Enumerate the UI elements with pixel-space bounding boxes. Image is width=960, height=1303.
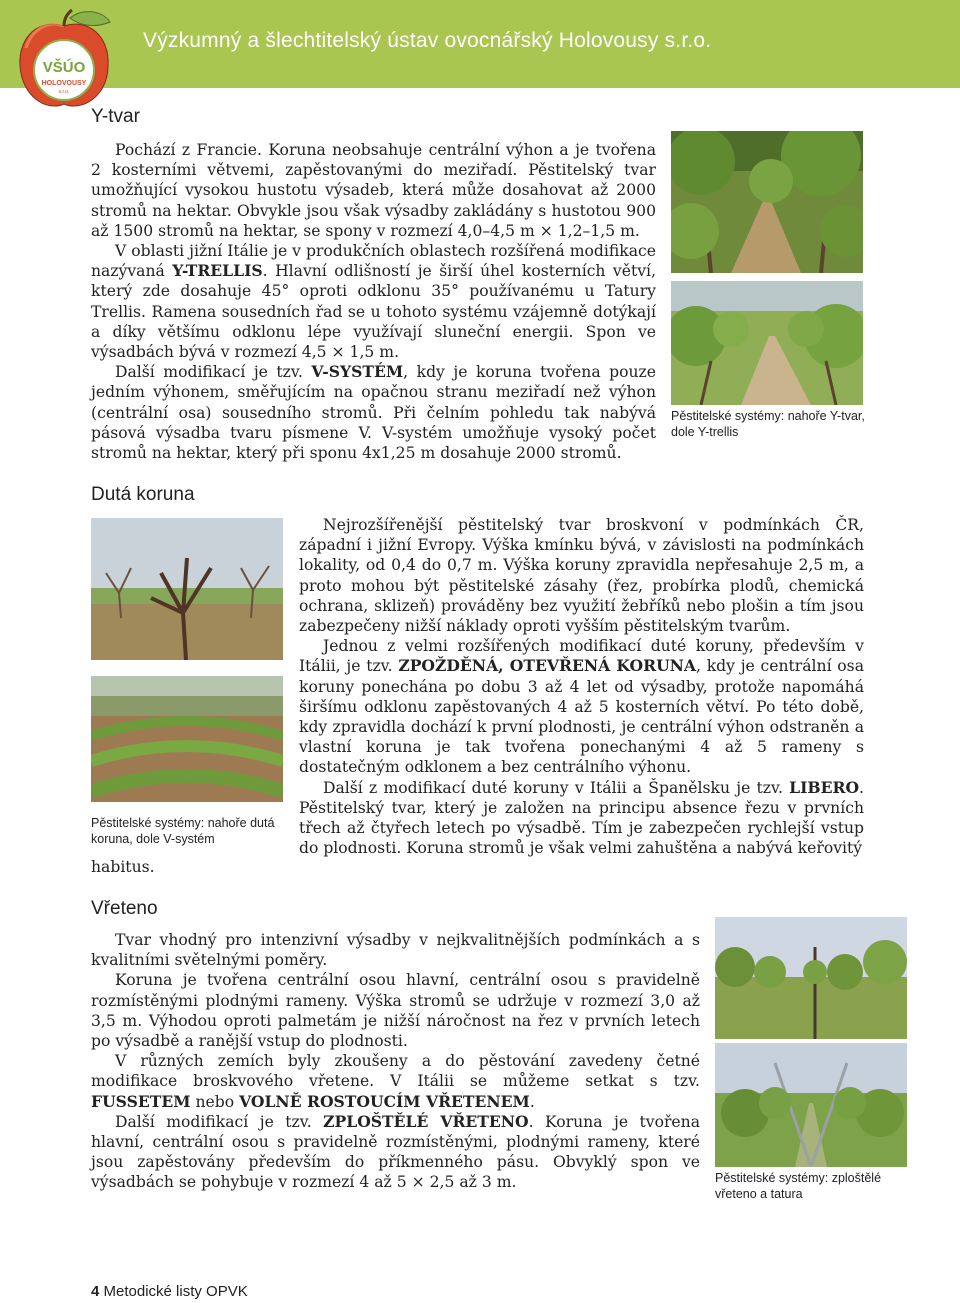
svg-text:VŠÚO: VŠÚO [42,59,86,76]
vreteno-paragraph-2: Koruna je tvořena centrální osou hlavní, centrální osou s pravidelně rozmístěnými plodnými rameny. Výška stromů se udržuje v rozmezí 3,0 až 3,5 m. Výhodou oproti palmetám je nižší náročnost na řez v prvních letech po výsadbě a ranější vstup do plodnosti. [91,971,700,1051]
photo-duta-koruna [91,518,283,660]
photo-y-tvar [671,131,863,273]
vreteno-paragraph-3: V různých zemích byly zkoušeny a do pěstování zavedeny četné modifikace broskvového vřetene. V Itálii se můžeme setkat s tzv. FUSSETEM nebo VOLNĚ ROSTOUCÍM VŘETENEM. [91,1052,700,1111]
footer-label: Metodické listy OPVK [103,1283,248,1300]
ytvar-paragraph-1: Pochází z Francie. Koruna neobsahuje centrální výhon a je tvořena 2 kosterními větvemi, zapěstovanými do meziřadí. Pěstitelský tvar umožňující vysokou hustotu výsadeb, která může dosahovat až 2000 stromů na hektar. Obvykle jsou však výsadby zakládány s hustotou 900 až 1500 stromů na hektar, se spony v rozmezí 4,0–4,5 m × 1,2–1,5 m. [91,141,656,240]
caption-vreteno: Pěstitelské systémy: zploštělé vřeteno a tatura [715,1171,882,1201]
caption-duta: Pěstitelské systémy: nahoře dutá koruna, dole V-systém [91,816,275,846]
vreteno-paragraph-4: Další modifikací je tzv. ZPLOŠTĚLÉ VŘETENO. Koruna je tvořena hlavní, centrální osou s pravidelně rozmístěnými, plodnými rameny, které jsou zapěstovány především do příkmenného pásu. Obvyklý spon ve výsadbách se pohybuje v rozmezí 4 až 5 × 2,5 až 3 m. [91,1111,700,1192]
svg-text:s.r.o.: s.r.o. [58,89,70,95]
vreteno-paragraph-1: Tvar vhodný pro intenzivní výsadby v nejkvalitnějších podmínkách a s kvalitními světelnými poměry. [91,931,700,970]
ytvar-paragraph-3: Další modifikací je tzv. V-SYSTÉM, kdy je koruna tvořena pouze jedním výhonem, směřujícím na opačnou stranu meziřadí než výhon (centrální osa) sousedního stromů. Při čelním pohledu tak nabývá pásová výsadba tvaru písmene V. V-systém umožňuje vysoký počet stromů na hektar, který při sponu 4x1,25 m dosahuje 2000 stromů. [91,362,656,463]
ytvar-paragraph-2: V oblasti jižní Itálie je v produkčních oblastech rozšířená modifikace nazývaná Y-TRELLIS. Hlavní odlišností je širší úhel kosterních větví, který zde dosahuje 45° oproti odklonu 35° používanému u Tatury Trellis. Ramena sousedních řad se u tohoto systému vzájemně dotýkají a díky většímu odklonu lépe využívají sluneční energii. Spon ve výsadbách bývá v rozmezí 4,5 × 1,5 m. [91,242,656,362]
photo-y-trellis [671,281,863,405]
vreteno-text [91,930,700,1193]
page-footer [91,1283,248,1300]
photo-zplostele-vreteno [715,917,907,1039]
section-heading-vreteno: Vřeteno [91,898,158,919]
page-number: 4 [91,1283,100,1300]
section-heading-duta-koruna: Dutá koruna [91,484,195,505]
duta-paragraph-3: Další z modifikací duté koruny v Itálii a Španělsku je tzv. LIBERO. Pěstitelský tvar, který je založen na principu absence řezu v prvních třech až čtyřech letech po výsadbě. Tím je zabezpečen rychlejší vstup do plodnosti. Koruna stromů je však velmi zahuštěna a nabývá keřovitý [299,777,864,858]
section-heading-ytvar: Y-tvar [91,106,140,127]
header-bar [0,0,960,88]
photo-v-system [91,676,283,802]
ytvar-text [91,140,656,463]
header-title: Výzkumný a šlechtitelský ústav ovocnářský Holovousy s.r.o. [143,29,712,52]
svg-text:HOLOVOUSY: HOLOVOUSY [41,80,87,87]
duta-paragraph-end: habitus. [91,858,155,876]
duta-text [299,515,864,858]
photo-tatura [715,1043,907,1167]
duta-paragraph-2: Jednou z velmi rozšířených modifikací duté koruny, především v Itálii, je tzv. ZPOŽDĚNÁ, OTEVŘENÁ KORUNA, kdy je centrální osa koruny ponechána po dobu 3 až 4 let od výsadby, protože napomáhá širšímu odklonu zapěstovaných 4 až 5 kosterních větví. Po této době, kdy zpravidla dochází k první plodnosti, je centrální výhon odstraněn a vlastní koruna je tak tvořena ponechanými 4 až 5 rameny s dostatečným odklonem a bez centrálního výhonu. [299,637,864,777]
duta-paragraph-1: Nejrozšířenější pěstitelský tvar broskvoní v podmínkách ČR, západní i jižní Evropy. Výška kmínku bývá, v závislosti na podmínkách lokality, od 0,4 do 0,7 m. Výška koruny zpravidla nepřesahuje 2,5 m, a proto mohou být pěstitelské zásahy (řez, probírka plodů, chemická ochrana, sklizeň) prováděny bez využití žebříků nebo plošin a tím jsou zabezpečeny nižší náklady oproti vyšším pěstitelským tvarům. [299,516,864,636]
caption-ytvar: Pěstitelské systémy: nahoře Y-tvar, dole Y-trellis [671,409,865,439]
institute-logo [10,8,118,116]
